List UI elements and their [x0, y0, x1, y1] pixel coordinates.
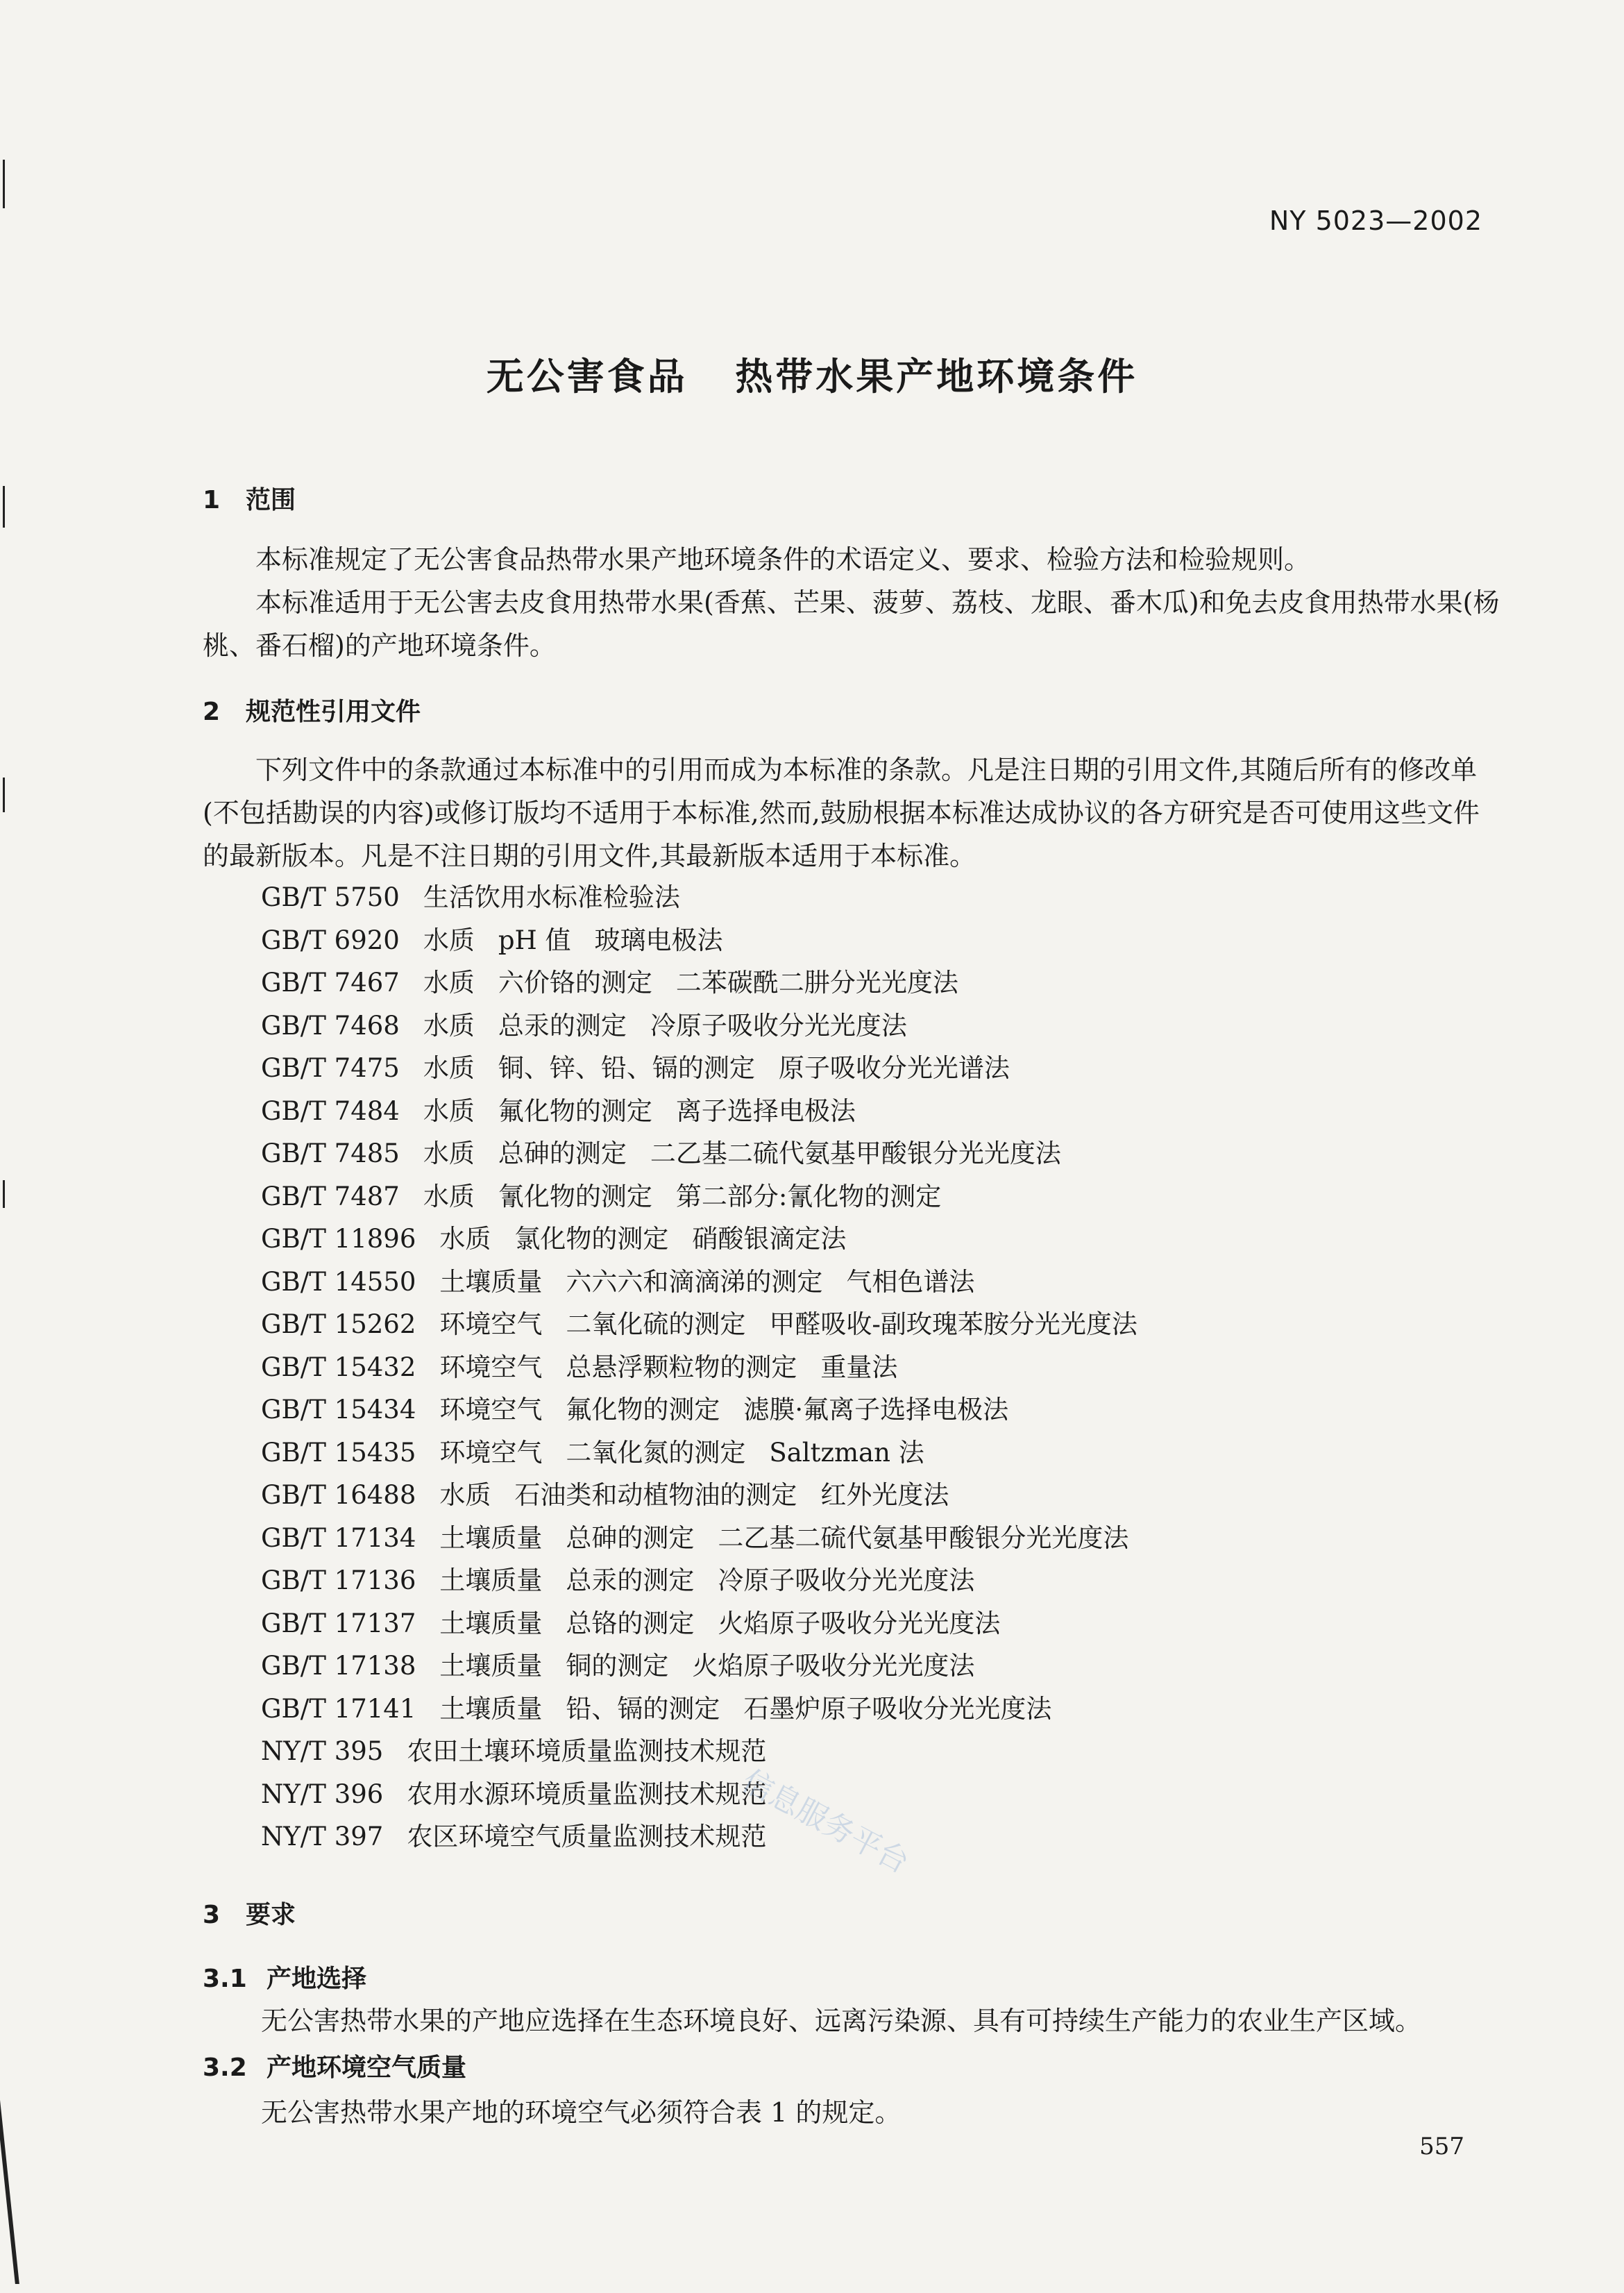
reference-title-part: 二乙基二硫代氨基甲酸银分光光度法: [718, 1522, 1129, 1553]
reference-title-part: 六六六和滴滴涕的测定: [566, 1266, 823, 1297]
reference-title-part: 离子选择电极法: [675, 1095, 856, 1126]
reference-code: GB/T 5750: [261, 882, 400, 912]
subsection-number: 3.2: [203, 2053, 247, 2082]
reference-title-part: 氟化物的测定: [498, 1095, 652, 1126]
reference-item: [261, 1175, 1137, 1218]
subsection-3-1-heading: [203, 1959, 366, 1994]
scan-edge-mark: [0, 2048, 19, 2284]
reference-title-part: 水质: [439, 1480, 491, 1510]
reference-title-part: pH 值: [498, 925, 571, 955]
reference-code: GB/T 15434: [261, 1395, 416, 1425]
reference-title-part: 农用水源环境质量监测技术规范: [407, 1779, 767, 1809]
section-number: 2: [203, 698, 221, 726]
reference-title-part: 环境空气: [439, 1395, 543, 1425]
reference-title-part: 铅、镉的测定: [566, 1693, 720, 1724]
scan-edge-mark: [3, 160, 5, 208]
reference-code: GB/T 17141: [261, 1693, 416, 1724]
section-title: 规范性引用文件: [246, 698, 421, 726]
reference-title-part: 总砷的测定: [566, 1522, 695, 1553]
subsection-title: 产地选择: [267, 1965, 367, 1993]
reference-code: GB/T 11896: [261, 1224, 416, 1254]
reference-title-part: 水质: [423, 1095, 475, 1126]
watermark: 信息服务平台: [736, 1763, 915, 1881]
reference-item: [261, 1474, 1137, 1517]
reference-code: GB/T 17134: [261, 1522, 416, 1553]
reference-title-part: Saltzman 法: [769, 1437, 924, 1468]
reference-item: [261, 1346, 1137, 1389]
reference-title-part: 水质: [439, 1224, 491, 1254]
reference-item: [261, 1218, 1137, 1261]
reference-item: [261, 1559, 1137, 1602]
reference-item: [261, 1602, 1137, 1645]
reference-title-part: 生活饮用水标准检验法: [423, 882, 680, 912]
standard-code: NY 5023—2002: [1269, 205, 1482, 236]
reference-title-part: 氯化物的测定: [514, 1224, 669, 1254]
reference-item: [261, 1688, 1137, 1731]
reference-title-part: 水质: [423, 968, 475, 998]
reference-code: GB/T 6920: [261, 925, 400, 955]
subsection-3-2-heading: [203, 2048, 466, 2083]
reference-title-part: 农田土壤环境质量监测技术规范: [407, 1736, 767, 1766]
reference-code: GB/T 14550: [261, 1266, 416, 1297]
reference-item: [261, 1645, 1137, 1688]
reference-code: GB/T 7467: [261, 968, 400, 998]
reference-item: [261, 919, 1137, 962]
reference-item: [261, 1047, 1137, 1090]
reference-code: GB/T 7468: [261, 1010, 400, 1041]
reference-title-part: 六价铬的测定: [498, 968, 652, 998]
reference-title-part: 二苯碳酰二肼分光光度法: [675, 968, 958, 998]
reference-title-part: 总砷的测定: [498, 1139, 627, 1168]
reference-code: GB/T 15262: [261, 1309, 416, 1339]
reference-title-part: 二氧化硫的测定: [566, 1309, 746, 1339]
reference-title-part: 总汞的测定: [566, 1565, 695, 1595]
reference-title-part: 二乙基二硫代氨基甲酸银分光光度法: [650, 1139, 1061, 1168]
reference-item: [261, 1730, 1137, 1773]
paragraph: 下列文件中的条款通过本标准中的引用而成为本标准的条款。凡是注日期的引用文件,其随后所有的修改单(不包括勘误的内容)或修订版均不适用于本标准,然而,鼓励根据本标准达成协议的各方研究是否可使用这些文件的最新版本。凡是不注日期的引用文件,其最新版本适用于本标准。: [203, 755, 1480, 871]
reference-code: NY/T 397: [261, 1822, 384, 1851]
section-2-heading: [203, 692, 421, 728]
reference-code: GB/T 17137: [261, 1608, 416, 1638]
page-number: 557: [1419, 2133, 1464, 2160]
reference-title-part: 玻璃电极法: [594, 925, 723, 955]
reference-title-part: 原子吸收分光光谱法: [778, 1053, 1010, 1083]
reference-title-part: 总悬浮颗粒物的测定: [566, 1352, 797, 1382]
reference-item: [261, 1303, 1137, 1346]
reference-title-part: 火焰原子吸收分光光度法: [692, 1651, 975, 1681]
reference-title-part: 水质: [423, 1139, 475, 1168]
scan-edge-mark: [3, 1180, 5, 1208]
reference-title-part: 环境空气: [439, 1309, 543, 1339]
reference-title-part: 土壤质量: [439, 1651, 543, 1681]
reference-code: GB/T 17136: [261, 1565, 416, 1595]
reference-item: [261, 1773, 1137, 1816]
reference-code: GB/T 7484: [261, 1095, 400, 1126]
reference-title-part: 铜、锌、铅、镉的测定: [498, 1053, 755, 1083]
reference-title-part: 土壤质量: [439, 1693, 543, 1724]
subsection-number: 3.1: [203, 1965, 247, 1993]
reference-title-part: 土壤质量: [439, 1522, 543, 1553]
subsection-title: 产地环境空气质量: [267, 2053, 467, 2082]
reference-title-part: 水质: [423, 1181, 475, 1211]
reference-title-part: 环境空气: [439, 1352, 543, 1382]
reference-item: [261, 1431, 1137, 1475]
reference-title-part: 冷原子吸收分光光度法: [718, 1565, 975, 1595]
reference-item: [261, 876, 1137, 919]
reference-title-part: 气相色谱法: [846, 1266, 975, 1297]
reference-title-part: 总汞的测定: [498, 1010, 627, 1041]
reference-title-part: 土壤质量: [439, 1565, 543, 1595]
paragraph: 无公害热带水果产地的环境空气必须符合表 1 的规定。: [261, 2097, 902, 2128]
reference-title-part: 硝酸银滴定法: [692, 1224, 847, 1254]
reference-title-part: 土壤质量: [439, 1266, 543, 1297]
reference-title-part: 冷原子吸收分光光度法: [650, 1010, 907, 1041]
section-title: 范围: [246, 486, 296, 514]
reference-title-part: 铜的测定: [566, 1651, 669, 1681]
reference-code: NY/T 396: [261, 1779, 384, 1809]
reference-code: GB/T 15435: [261, 1437, 416, 1468]
reference-code: GB/T 17138: [261, 1651, 416, 1681]
paragraph: 本标准适用于无公害去皮食用热带水果(香蕉、芒果、菠萝、荔枝、龙眼、番木瓜)和免去皮食用热带水果(杨桃、番石榴)的产地环境条件。: [203, 587, 1500, 661]
reference-title-part: 农区环境空气质量监测技术规范: [407, 1822, 767, 1851]
section-title: 要求: [246, 1901, 296, 1929]
reference-title-part: 水质: [423, 925, 475, 955]
reference-item: [261, 961, 1137, 1005]
reference-title-part: 滤膜·氟离子选择电极法: [743, 1395, 1009, 1425]
reference-title-part: 二氧化氮的测定: [566, 1437, 746, 1468]
reference-code: GB/T 15432: [261, 1352, 416, 1382]
reference-item: [261, 1005, 1137, 1048]
reference-title-part: 红外光度法: [820, 1480, 949, 1510]
reference-title-part: 氟化物的测定: [566, 1395, 720, 1425]
reference-item: [261, 1517, 1137, 1560]
reference-code: GB/T 7475: [261, 1053, 400, 1083]
section-3-heading: [203, 1895, 296, 1931]
reference-code: GB/T 16488: [261, 1480, 416, 1510]
reference-item: [261, 1090, 1137, 1133]
reference-title-part: 土壤质量: [439, 1608, 543, 1638]
section-number: 1: [203, 486, 221, 514]
reference-title-part: 石油类和动植物油的测定: [514, 1480, 797, 1510]
reference-title-part: 水质: [423, 1010, 475, 1041]
reference-title-part: 重量法: [820, 1352, 898, 1382]
reference-item: [261, 1388, 1137, 1431]
paragraph: 本标准规定了无公害食品热带水果产地环境条件的术语定义、要求、检验方法和检验规则。: [255, 544, 1311, 575]
reference-code: GB/T 7485: [261, 1139, 400, 1168]
reference-title-part: 总铬的测定: [566, 1608, 695, 1638]
reference-title-part: 环境空气: [439, 1437, 543, 1468]
reference-title-part: 甲醛吸收-副玫瑰苯胺分光光度法: [769, 1309, 1137, 1339]
scan-edge-mark: [3, 778, 5, 812]
reference-title-part: 第二部分:氰化物的测定: [675, 1181, 942, 1211]
reference-title-part: 水质: [423, 1053, 475, 1083]
reference-code: NY/T 395: [261, 1736, 384, 1766]
reference-item: [261, 1261, 1137, 1304]
paragraph: 无公害热带水果的产地应选择在生态环境良好、远离污染源、具有可持续生产能力的农业生产区域。: [261, 2006, 1422, 2036]
reference-item: [261, 1132, 1137, 1175]
section-number: 3: [203, 1901, 221, 1929]
normative-references-list: [261, 876, 1137, 1858]
document-title: 无公害食品 热带水果产地环境条件: [486, 355, 1138, 398]
reference-title-part: 氰化物的测定: [498, 1181, 652, 1211]
reference-title-part: 石墨炉原子吸收分光光度法: [743, 1693, 1052, 1724]
scan-edge-mark: [3, 486, 5, 528]
reference-code: GB/T 7487: [261, 1181, 400, 1211]
reference-title-part: 火焰原子吸收分光光度法: [718, 1608, 1001, 1638]
reference-item: [261, 1815, 1137, 1858]
section-1-heading: [203, 480, 296, 516]
